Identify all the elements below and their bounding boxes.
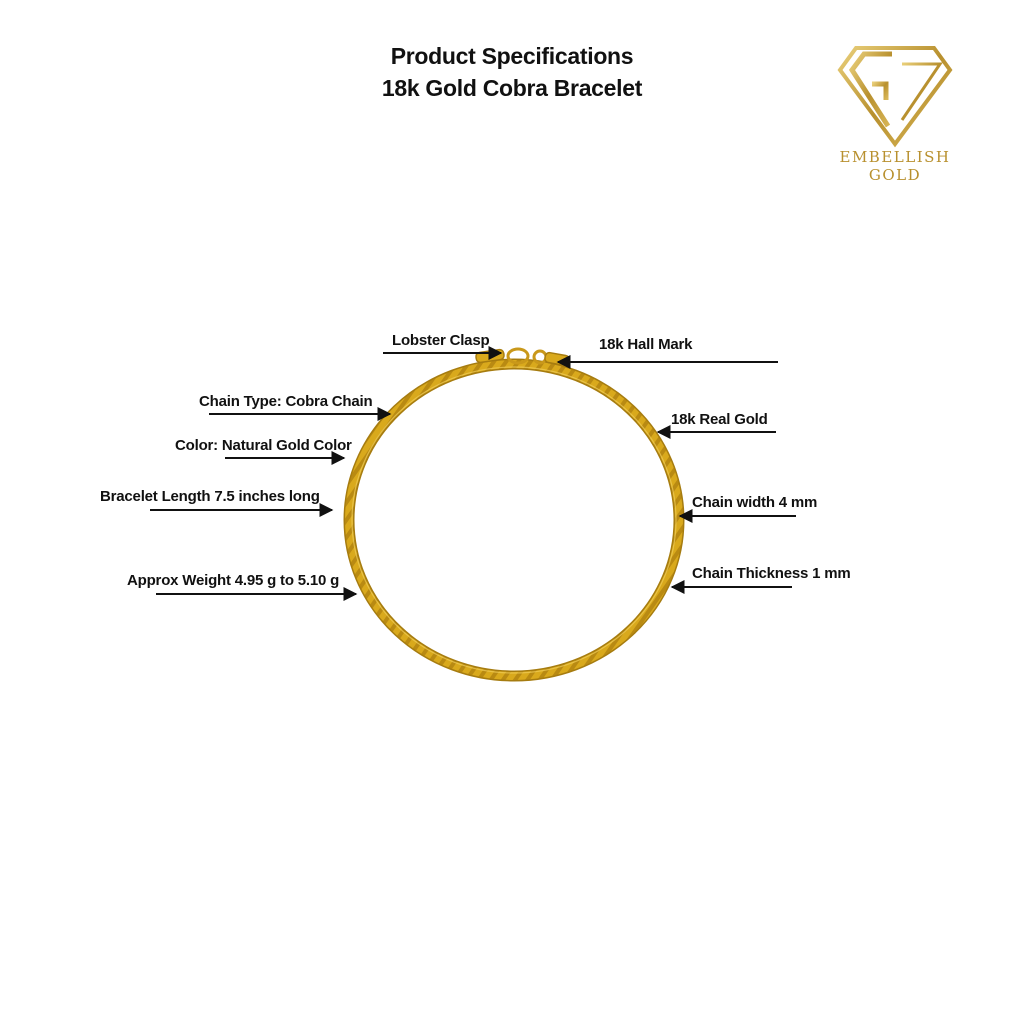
callout-arrows: [150, 353, 796, 594]
logo-line2: GOLD: [868, 166, 922, 184]
callout-real-gold: 18k Real Gold: [671, 411, 768, 428]
callout-thickness: Chain Thickness 1 mm: [692, 565, 851, 582]
callout-width: Chain width 4 mm: [692, 494, 818, 511]
callout-color: Color: Natural Gold Color: [175, 437, 352, 454]
callout-length: Bracelet Length 7.5 inches long: [100, 488, 320, 505]
page-title: Product Specifications: [390, 43, 634, 69]
callout-lobster-clasp: Lobster Clasp: [392, 332, 490, 349]
callout-weight: Approx Weight 4.95 g to 5.10 g: [127, 572, 340, 589]
logo-line1: EMBELLISH: [839, 148, 951, 166]
page-subtitle: 18k Gold Cobra Bracelet: [381, 75, 643, 101]
callout-hall-mark: 18k Hall Mark: [599, 336, 693, 353]
callout-chain-type: Chain Type: Cobra Chain: [199, 393, 373, 410]
bracelet-image: [349, 349, 679, 676]
